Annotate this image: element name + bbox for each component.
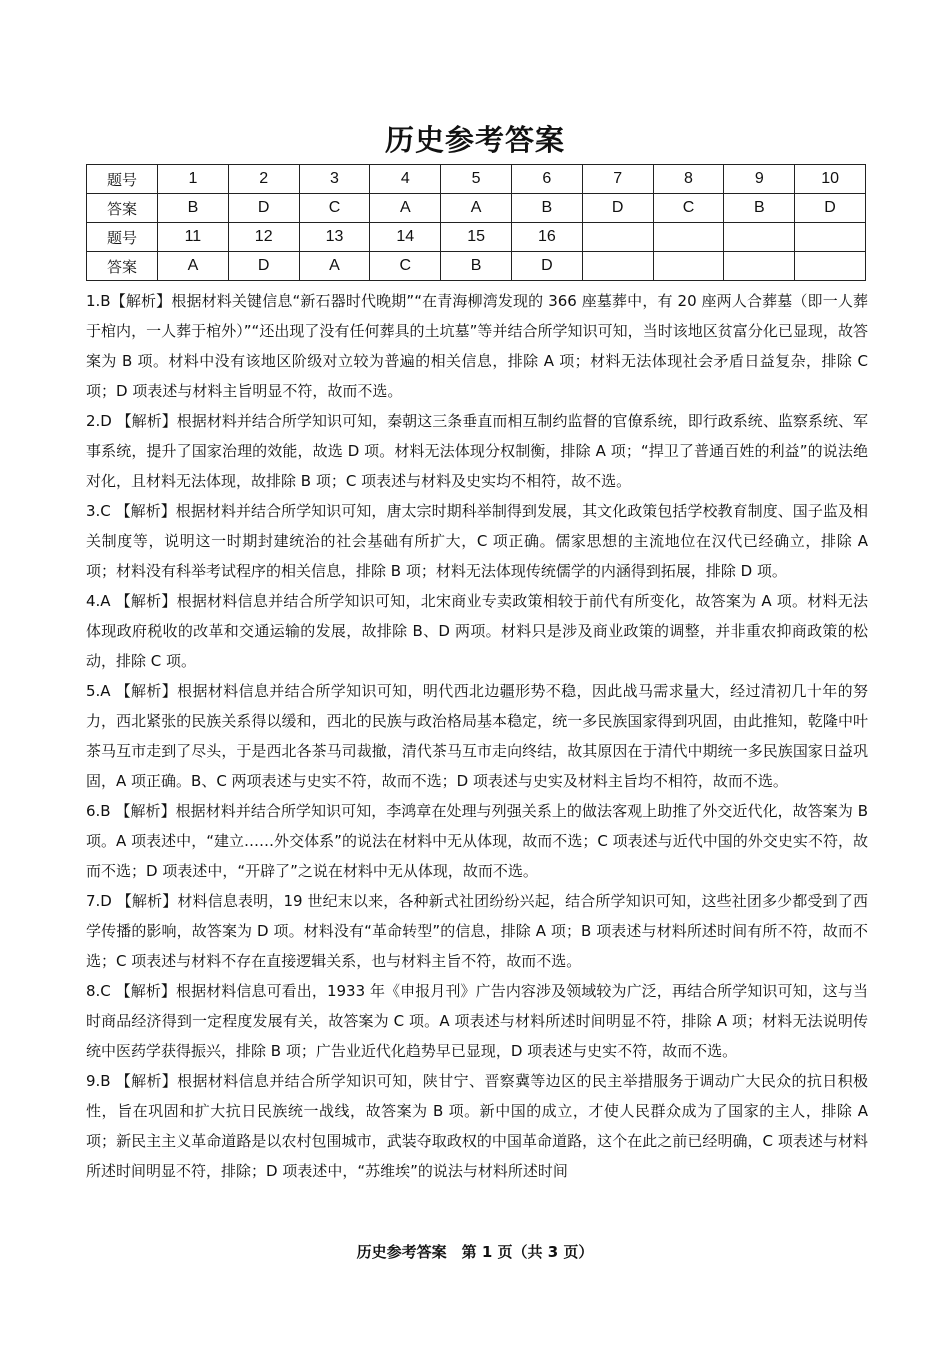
table-cell: B [724, 194, 795, 223]
answer-paragraph: 2.D 【解析】根据材料并结合所学知识可知，秦朝这三条垂直而相互制约监督的官僚系统，即行政系统、监察系统、军事系统，提升了国家治理的效能，故选 D 项。材料无法体现分权制衡，排除 A 项；“捍卫了普通百姓的利益”的说法绝对化，且材料无法体现，故排除 B 项；C 项表述与材料及史实均不相符，故不选。 [86, 412, 868, 490]
table-cell: A [299, 252, 370, 281]
table-cell [795, 252, 866, 281]
table-cell: 12 [228, 223, 299, 252]
answer-paragraph: 1.B【解析】根据材料关键信息“新石器时代晚期”“在青海柳湾发现的 366 座墓葬中，有 20 座两人合葬墓（即一人葬于棺内，一人葬于棺外）”“还出现了没有任何葬具的土坑墓”等并结合所学知识可知，当时该地区贫富分化已显现，故答案为 B 项。材料中没有该地区阶级对立较为普遍的相关信息，排除 A 项；材料无法体现社会矛盾日益复杂，排除 C 项；D 项表述与材料主旨明显不符，故而不选。 [86, 292, 868, 400]
table-row [87, 252, 866, 281]
table-cell: 7 [582, 165, 653, 194]
table-cell: B [158, 194, 229, 223]
table-cell: B [511, 194, 582, 223]
answer-paragraph: 3.C 【解析】根据材料并结合所学知识可知，唐太宗时期科举制得到发展，其文化政策包括学校教育制度、国子监及相关制度等，说明这一时期封建统治的社会基础有所扩大，C 项正确。儒家思想的主流地位在汉代已经确立，排除 A 项；材料没有科举考试程序的相关信息，排除 B 项；材料无法体现传统儒学的内涵得到拓展，排除 D 项。 [86, 502, 868, 580]
table-cell: 题号 [87, 165, 158, 194]
table-cell: D [228, 252, 299, 281]
table-cell: D [511, 252, 582, 281]
table-cell [724, 252, 795, 281]
table-cell [795, 223, 866, 252]
answer-paragraph: 8.C 【解析】根据材料信息可看出，1933 年《申报月刊》广告内容涉及领域较为广泛，再结合所学知识可知，这与当时商品经济得到一定程度发展有关，故答案为 C 项。A 项表述与材料所述时间明显不符，排除 A 项；材料无法说明传统中医药学获得振兴，排除 B 项；广告业近代化趋势早已显现，D 项表述与史实不符，故而不选。 [86, 982, 868, 1060]
table-cell: C [653, 194, 724, 223]
table-cell: D [228, 194, 299, 223]
answer-table [86, 164, 866, 281]
table-cell: C [370, 252, 441, 281]
table-cell: 答案 [87, 194, 158, 223]
table-cell: D [582, 194, 653, 223]
table-cell: 4 [370, 165, 441, 194]
table-cell: 3 [299, 165, 370, 194]
table-row [87, 165, 866, 194]
page-footer: 历史参考答案 第 1 页（共 3 页） [356, 1243, 594, 1261]
table-cell: 题号 [87, 223, 158, 252]
table-cell: 8 [653, 165, 724, 194]
table-cell [582, 252, 653, 281]
table-cell: 16 [511, 223, 582, 252]
table-cell: 13 [299, 223, 370, 252]
page-title: 历史参考答案 [384, 123, 565, 157]
table-cell [653, 223, 724, 252]
answer-paragraph: 7.D 【解析】材料信息表明，19 世纪末以来，各种新式社团纷纷兴起，结合所学知识可知，这些社团多少都受到了西学传播的影响，故答案为 D 项。材料没有“革命转型”的信息，排除 A 项；B 项表述与材料所述时间有所不符，故而不选；C 项表述与材料不存在直接逻辑关系，也与材料主旨不符，故而不选。 [86, 892, 868, 970]
table-cell [582, 223, 653, 252]
table-cell: 1 [158, 165, 229, 194]
table-cell: A [441, 194, 512, 223]
table-cell: C [299, 194, 370, 223]
table-cell: 5 [441, 165, 512, 194]
answer-paragraph: 6.B 【解析】根据材料并结合所学知识可知，李鸿章在处理与列强关系上的做法客观上助推了外交近代化，故答案为 B 项。A 项表述中，“建立……外交体系”的说法在材料中无从体现，故而不选；C 项表述与近代中国的外交史实不符，故而不选；D 项表述中，“开辟了”之说在材料中无从体现，故而不选。 [86, 802, 868, 880]
table-cell: D [795, 194, 866, 223]
table-cell [724, 223, 795, 252]
answer-paragraph: 4.A 【解析】根据材料信息并结合所学知识可知，北宋商业专卖政策相较于前代有所变化，故答案为 A 项。材料无法体现政府税收的改革和交通运输的发展，故排除 B、D 两项。材料只是涉及商业政策的调整，并非重农抑商政策的松动，排除 C 项。 [86, 592, 868, 670]
table-cell: 15 [441, 223, 512, 252]
table-cell: 6 [511, 165, 582, 194]
table-cell: 答案 [87, 252, 158, 281]
table-row [87, 223, 866, 252]
table-cell: 9 [724, 165, 795, 194]
table-cell: 14 [370, 223, 441, 252]
answer-paragraph: 9.B 【解析】根据材料信息并结合所学知识可知，陕甘宁、晋察冀等边区的民主举措服务于调动广大民众的抗日积极性，旨在巩固和扩大抗日民族统一战线，故答案为 B 项。新中国的成立，才使人民群众成为了国家的主人，排除 A 项；新民主主义革命道路是以农村包围城市，武装夺取政权的中国革命道路，这个在此之前已经明确，C 项表述与材料所述时间明显不符，排除；D 项表述中，“苏维埃”的说法与材料所述时间 [86, 1072, 868, 1180]
table-cell: 10 [795, 165, 866, 194]
table-row [87, 194, 866, 223]
table-cell: 11 [158, 223, 229, 252]
table-cell [653, 252, 724, 281]
table-cell: A [158, 252, 229, 281]
answer-paragraph: 5.A 【解析】根据材料信息并结合所学知识可知，明代西北边疆形势不稳，因此战马需求量大，经过清初几十年的努力，西北紧张的民族关系得以缓和，西北的民族与政治格局基本稳定，统一多民族国家得到巩固，由此推知，乾隆中叶茶马互市走到了尽头，于是西北各茶马司裁撤，清代茶马互市走向终结，故其原因在于清代中期统一多民族国家日益巩固，A 项正确。B、C 两项表述与史实不符，故而不选；D 项表述与史实及材料主旨均不相符，故而不选。 [86, 682, 868, 790]
table-cell: B [441, 252, 512, 281]
answer-explanations [86, 286, 868, 1186]
table-cell: A [370, 194, 441, 223]
table-cell: 2 [228, 165, 299, 194]
